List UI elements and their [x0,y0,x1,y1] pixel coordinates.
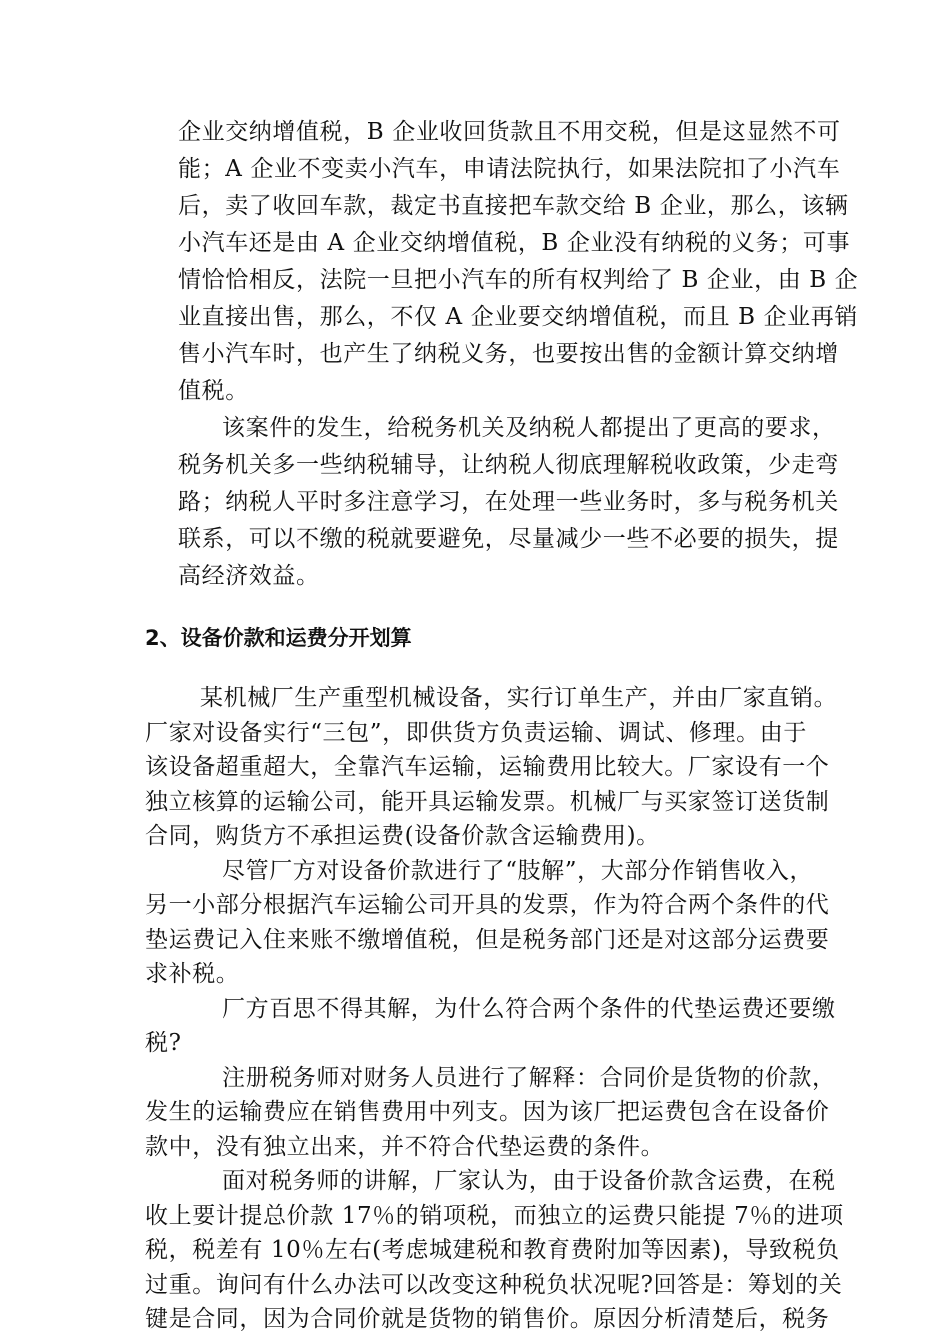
paragraph-line: 企业交纳增值税，B 企业收回货款且不用交税，但是这显然不可 [178,119,841,145]
paragraph-line: 厂方百思不得其解，为什么符合两个条件的代垫运费还要缴 [222,995,836,1022]
paragraph-line: 另一小部分根据汽车运输公司开具的发票，作为符合两个条件的代 [145,892,830,918]
paragraph-line: 税务机关多一些纳税辅导，让纳税人彻底理解税收政策，少走弯 [178,452,839,478]
paragraph-line: 售小汽车时，也产生了纳税义务，也要按出售的金额计算交纳增 [178,341,839,367]
paragraph-line: 尽管厂方对设备价款进行了“肢解”，大部分作销售收入， [222,857,814,884]
paragraph-line: 合同，购货方不承担运费(设备价款含运输费用)。 [145,823,660,849]
paragraph-line: 求补税。 [145,961,240,987]
paragraph-line: 业直接出售，那么，不仅 A 企业要交纳增值税，而且 B 企业再销 [178,304,858,330]
paragraph-line: 键是合同，因为合同价就是货物的销售价。原因分析清楚后，税务 [145,1306,830,1332]
paragraph-line: 该设备超重超大，全靠汽车运输，运输费用比较大。厂家设有一个 [145,754,830,780]
paragraph-line: 后，卖了收回车款，裁定书直接把车款交给 B 企业，那么，该辆 [178,193,849,219]
paragraph-line: 款中，没有独立出来，并不符合代垫运费的条件。 [145,1133,665,1160]
paragraph-line: 能；A 企业不变卖小汽车，申请法院执行，如果法院扣了小汽车 [178,156,841,182]
paragraph-line: 注册税务师对财务人员进行了解释：合同价是货物的价款， [222,1064,836,1091]
paragraph-line: 该案件的发生，给税务机关及纳税人都提出了更高的要求， [222,415,836,441]
paragraph-line: 厂家对设备实行“三包”，即供货方负责运输、调试、修理。由于 [145,719,807,746]
paragraph-line: 独立核算的运输公司，能开具运输发票。机械厂与买家签订送货制 [145,788,830,815]
paragraph-line: 垫运费记入住来账不缴增值税，但是税务部门还是对这部分运费要 [145,926,830,953]
paragraph-line: 收上要计提总价款 17％的销项税，而独立的运费只能提 7％的进项 [145,1202,844,1229]
paragraph-line: 值税。 [178,378,249,404]
paragraph-line: 联系，可以不缴的税就要避免，尽量减少一些不必要的损失，提 [178,526,839,552]
paragraph-line: 税? [145,1030,182,1056]
paragraph-line: 过重。询问有什么办法可以改变这种税负状况呢?回答是：筹划的关 [145,1271,843,1298]
paragraph-line: 情恰恰相反，法院一旦把小汽车的所有权判给了 B 企业，由 B 企 [178,267,859,293]
paragraph-line: 发生的运输费应在销售费用中列支。因为该厂把运费包含在设备价 [145,1099,830,1125]
paragraph-line: 路；纳税人平时多注意学习，在处理一些业务时，多与税务机关 [178,489,839,515]
paragraph-line: 面对税务师的讲解，厂家认为，由于设备价款含运费，在税 [222,1168,836,1194]
paragraph-line: 高经济效益。 [178,563,320,589]
paragraph-line: 小汽车还是由 A 企业交纳增值税，B 企业没有纳税的义务；可事 [178,230,851,256]
paragraph-line: 某机械厂生产重型机械设备，实行订单生产，并由厂家直销。 [200,685,838,711]
section-heading: 2、设备价款和运费分开划算 [145,626,412,650]
paragraph-line: 税，税差有 10％左右(考虑城建税和教育费附加等因素)，导致税负 [145,1237,840,1263]
